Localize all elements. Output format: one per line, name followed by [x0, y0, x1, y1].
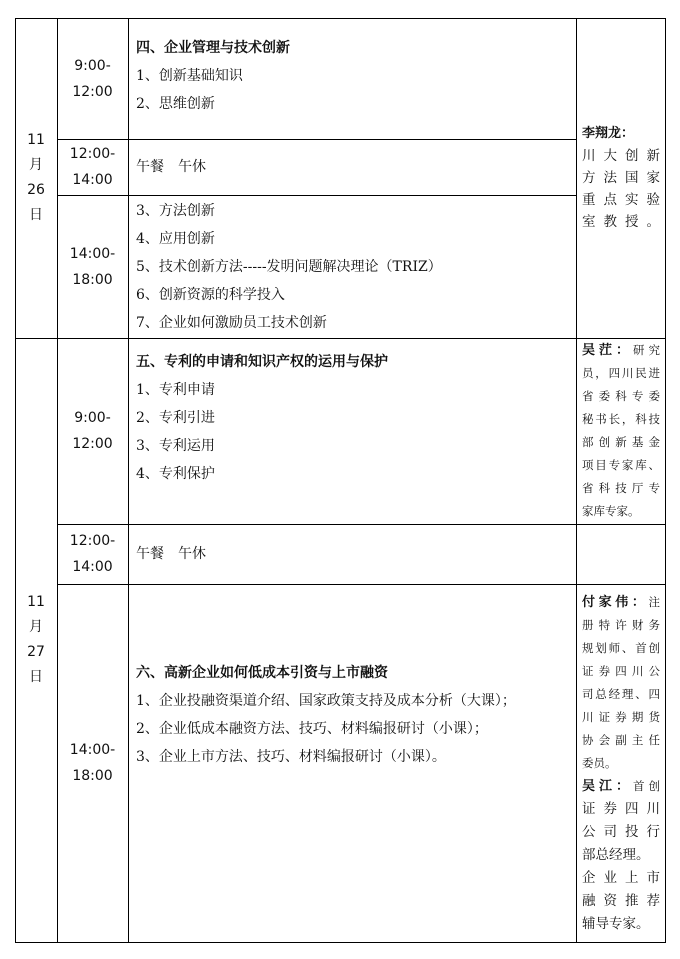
- teacher-bio-line: 重点实验: [582, 192, 660, 208]
- session-title: 六、高新企业如何低成本引资与上市融资: [136, 665, 388, 681]
- date-line: 月: [29, 619, 43, 635]
- session-item: 午餐 午休: [136, 546, 206, 562]
- teacher-info: [576, 584, 666, 942]
- teacher-bio-line: 省委科专委: [582, 389, 660, 403]
- teacher-bio-first: [582, 339, 660, 362]
- session-item: 3、专利运用: [136, 438, 215, 454]
- teacher-bio-line: 省科技厅专: [582, 481, 660, 495]
- teacher-info: [576, 18, 666, 338]
- teacher-bio-first: [582, 775, 660, 798]
- teacher-bio-line: 证券四川: [582, 800, 660, 817]
- date-line: 日: [29, 207, 43, 223]
- teacher-name: 付家伟：: [582, 594, 649, 610]
- time-end: 12:00: [72, 436, 113, 452]
- teacher-bio-line: 公司投行: [582, 823, 660, 840]
- teacher-bio-line: 川证券期货: [582, 709, 660, 724]
- session-content: [128, 348, 576, 498]
- session-item: 3、方法创新: [136, 202, 215, 219]
- session-item: 5、技术创新方法-----发明问题解决理论（TRIZ）: [136, 258, 442, 275]
- time-end: 14:00: [72, 559, 113, 575]
- teacher-name: 李翔龙：: [582, 126, 635, 141]
- teacher-bio-line: 家库专家。: [582, 504, 640, 518]
- teacher-bio-line: 规划师、首创: [582, 640, 660, 655]
- session-item: 7、企业如何激励员工技术创新: [136, 314, 327, 331]
- session-content: [128, 34, 576, 124]
- session-content: [128, 584, 576, 846]
- session-item: 2、思维创新: [136, 96, 215, 112]
- session-content: [128, 139, 576, 195]
- session-item: 1、专利申请: [136, 382, 215, 398]
- teacher-bio-line: 企业上市: [582, 869, 660, 886]
- date-line: 日: [29, 669, 43, 685]
- session-title: 四、企业管理与技术创新: [136, 40, 290, 56]
- session-time: [57, 338, 128, 524]
- day-date: [15, 338, 57, 942]
- session-time: [57, 584, 128, 942]
- session-item: 4、专利保护: [136, 466, 215, 482]
- teacher-name: 吴茳：: [582, 343, 633, 358]
- session-title: 五、专利的申请和知识产权的运用与保护: [136, 354, 388, 370]
- teacher-bio-line: 注: [648, 594, 660, 609]
- teacher-bio-line: 融资推荐: [582, 892, 660, 909]
- time-start: 14:00-: [69, 742, 116, 758]
- teacher-bio-line: 辅导专家。: [582, 915, 650, 932]
- teacher-bio-line: 册特许财务: [582, 617, 660, 632]
- teacher-bio-line: 研究: [633, 343, 660, 357]
- teacher-info: [576, 338, 666, 524]
- time-start: 9:00-: [74, 57, 111, 74]
- session-time: [57, 139, 128, 195]
- session-content: [128, 524, 576, 584]
- session-time: [57, 18, 128, 139]
- session-item: 2、企业低成本融资方法、技巧、材料编报研讨（小课）；: [136, 721, 488, 737]
- teacher-bio-line: 协会副主任: [582, 732, 660, 747]
- session-item: 2、专利引进: [136, 410, 215, 426]
- teacher-bio-line: 方法国家: [582, 170, 660, 186]
- session-item: 6、创新资源的科学投入: [136, 286, 285, 303]
- teacher-bio-first: [582, 591, 660, 614]
- teacher-bio-line: 项目专家库、: [582, 458, 660, 472]
- time-start: 14:00-: [69, 245, 116, 262]
- date-line: 月: [29, 157, 43, 173]
- teacher-bio-line: 证券四川公: [582, 663, 660, 678]
- time-end: 12:00: [72, 83, 113, 100]
- date-line: 27: [27, 644, 45, 660]
- teacher-bio-line: 川大创新: [582, 148, 660, 164]
- time-start: 12:00-: [69, 146, 116, 162]
- teacher-bio-line: 首创: [633, 778, 660, 793]
- teacher-name: 吴江：: [582, 778, 633, 794]
- date-line: 26: [27, 182, 45, 198]
- teacher-bio-line: 秘书长，科技: [582, 412, 660, 426]
- session-item: 4、应用创新: [136, 230, 215, 247]
- time-start: 9:00-: [74, 410, 111, 426]
- time-end: 14:00: [72, 172, 113, 188]
- session-time: [57, 524, 128, 584]
- teacher-bio-line: 室教授。: [582, 214, 660, 230]
- session-item: 1、创新基础知识: [136, 68, 243, 84]
- teacher-bio-line: 部总经理。: [582, 846, 650, 863]
- session-item: 午餐 午休: [136, 159, 206, 175]
- time-end: 18:00: [72, 768, 113, 784]
- time-end: 18:00: [72, 271, 113, 288]
- date-line: 11: [27, 132, 45, 148]
- teacher-bio-line: 部创新基金: [582, 435, 660, 449]
- teacher-bio-line: 司总经理、四: [582, 686, 660, 701]
- session-item: 1、企业投融资渠道介绍、国家政策支持及成本分析（大课）；: [136, 693, 516, 709]
- session-content: [128, 195, 576, 338]
- date-line: 11: [27, 594, 45, 610]
- session-time: [57, 195, 128, 338]
- time-start: 12:00-: [69, 533, 116, 549]
- teacher-bio-line: 委员。: [582, 755, 617, 770]
- day-date: [15, 18, 57, 338]
- session-item: 3、企业上市方法、技巧、材料编报研讨（小课）。: [136, 749, 446, 765]
- teacher-bio-line: 员，四川民进: [582, 366, 660, 380]
- table-border-bottom: [15, 942, 666, 943]
